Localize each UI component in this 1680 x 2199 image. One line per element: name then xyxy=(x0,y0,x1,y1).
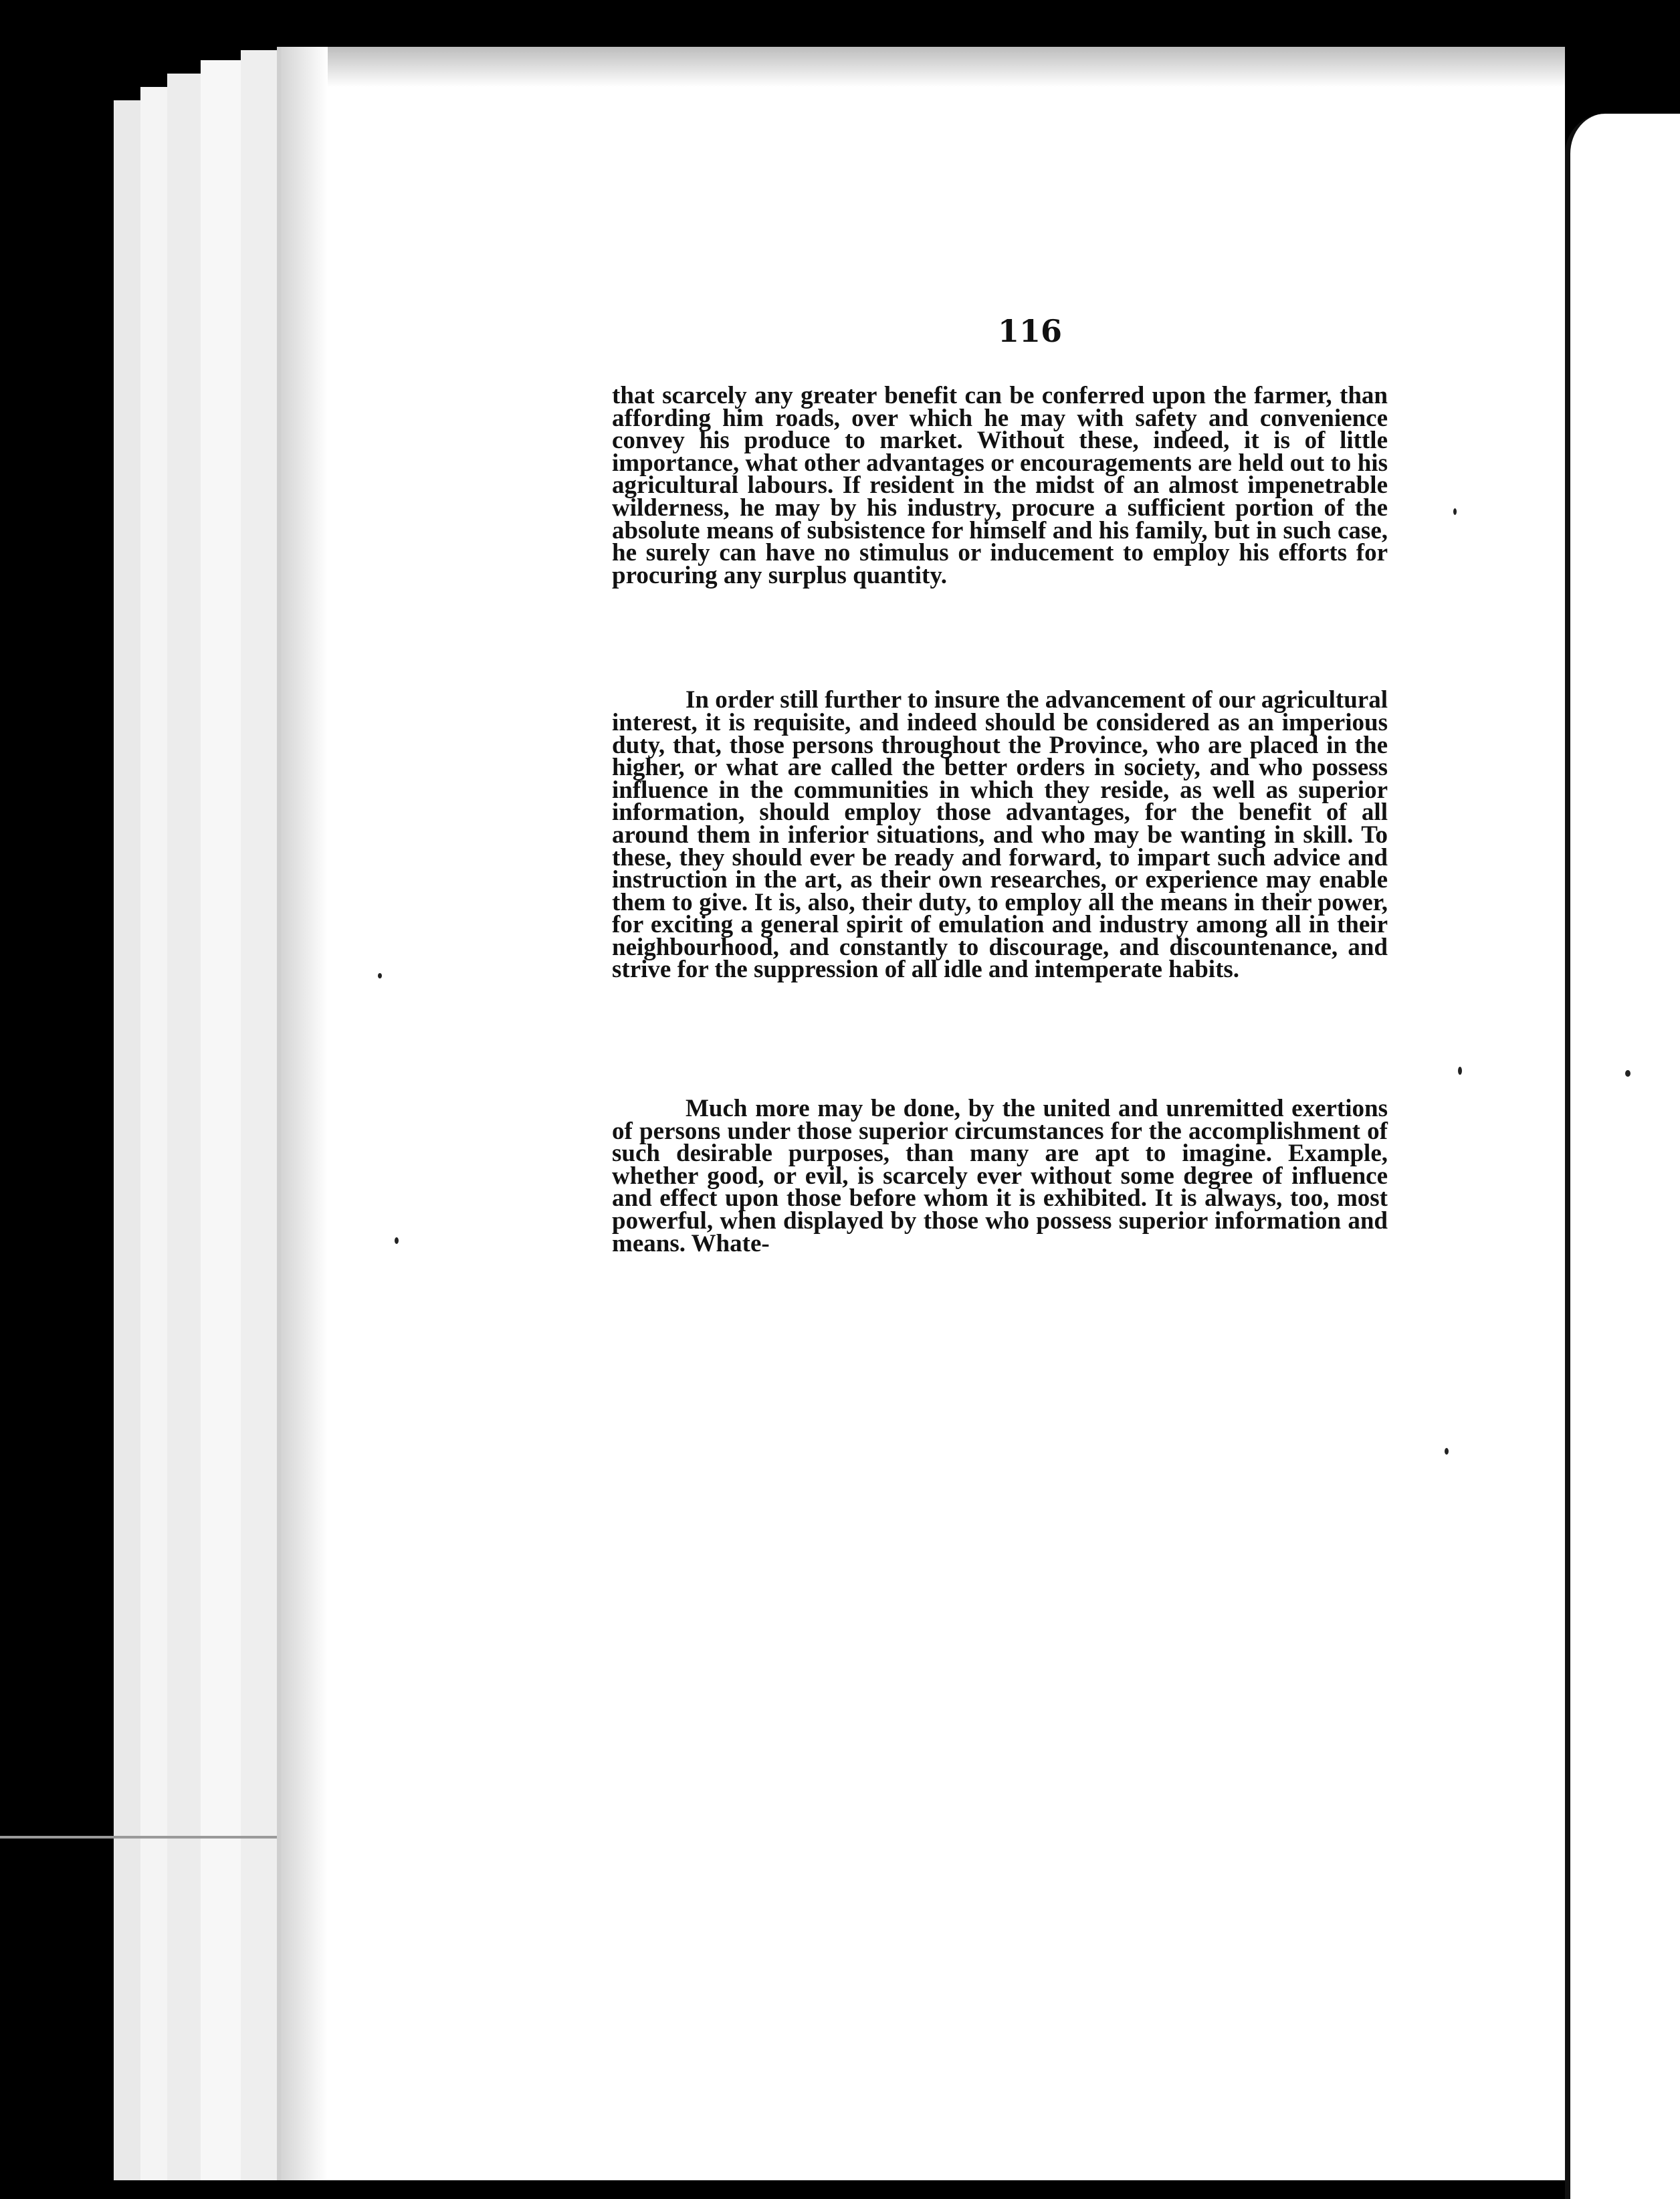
paragraph-3: Much more may be done, by the united and unremitted exertions of persons under those superior circumstances for the accomplishment of such desirable purposes, than many are apt to imagine. Example, whether good, or evil, is scarcely ever without some degree of influence and effect upon those before whom it is exhibited. It is always, too, most powerful, when displayed by those who possess superior information and means. Whate- xyxy=(612,1095,1388,1257)
scan-speck xyxy=(1445,1448,1449,1455)
paragraph-spacer xyxy=(612,981,1388,1097)
paragraph-1: that scarcely any greater benefit can be conferred upon the farmer, than affording him roads, over which he may with safety and convenience convey his produce to market. Without these, indeed, it is of little importance, what other advantages or encouragements are held out to his agricultural labours. If resident in the midst of an almost impenetrable wilderness, he may by his industry, procure a sufficient portion of the absolute means of subsistence for himself and his family, but in such case, he surely can have no stimulus or inducement to employ his efforts for procuring any surplus quantity. xyxy=(612,382,1388,589)
paragraph-spacer xyxy=(612,587,1388,689)
scan-speck xyxy=(1458,1067,1462,1075)
paragraph-2: In order still further to insure the advancement of our agricultural interest, it is requisite, and indeed should be considered as an imperious duty, that, those persons throughout the Province, who are placed in the higher, or what are called the better orders in society, and who possess influence in the communities in which they reside, as well as superior information, should employ those advantages, for the benefit of all around them in inferior situations, and who may be wanting in skill. To these, they should ever be ready and forward, to impart such advice and instruction in the art, as their own researches, or experience may enable them to give. It is, also, their duty, to employ all the means in their power, for exciting a general spirit of emulation and industry among all in their neighbourhood, and constantly to discourage, and discountenance, and strive for the suppression of all idle and intemperate habits. xyxy=(612,686,1388,984)
scan-speck xyxy=(1453,508,1457,515)
page-gutter-shadow xyxy=(281,47,328,2180)
facing-page-edge xyxy=(1565,114,1680,2199)
scan-speck xyxy=(1625,1070,1631,1077)
scan-speck xyxy=(378,973,382,978)
page-number: 116 xyxy=(997,313,1063,349)
scan-speck xyxy=(395,1237,399,1244)
page-body-text xyxy=(612,382,1388,1257)
scan-artifact-line xyxy=(0,1836,281,1839)
page-top-shadow xyxy=(281,47,1565,87)
